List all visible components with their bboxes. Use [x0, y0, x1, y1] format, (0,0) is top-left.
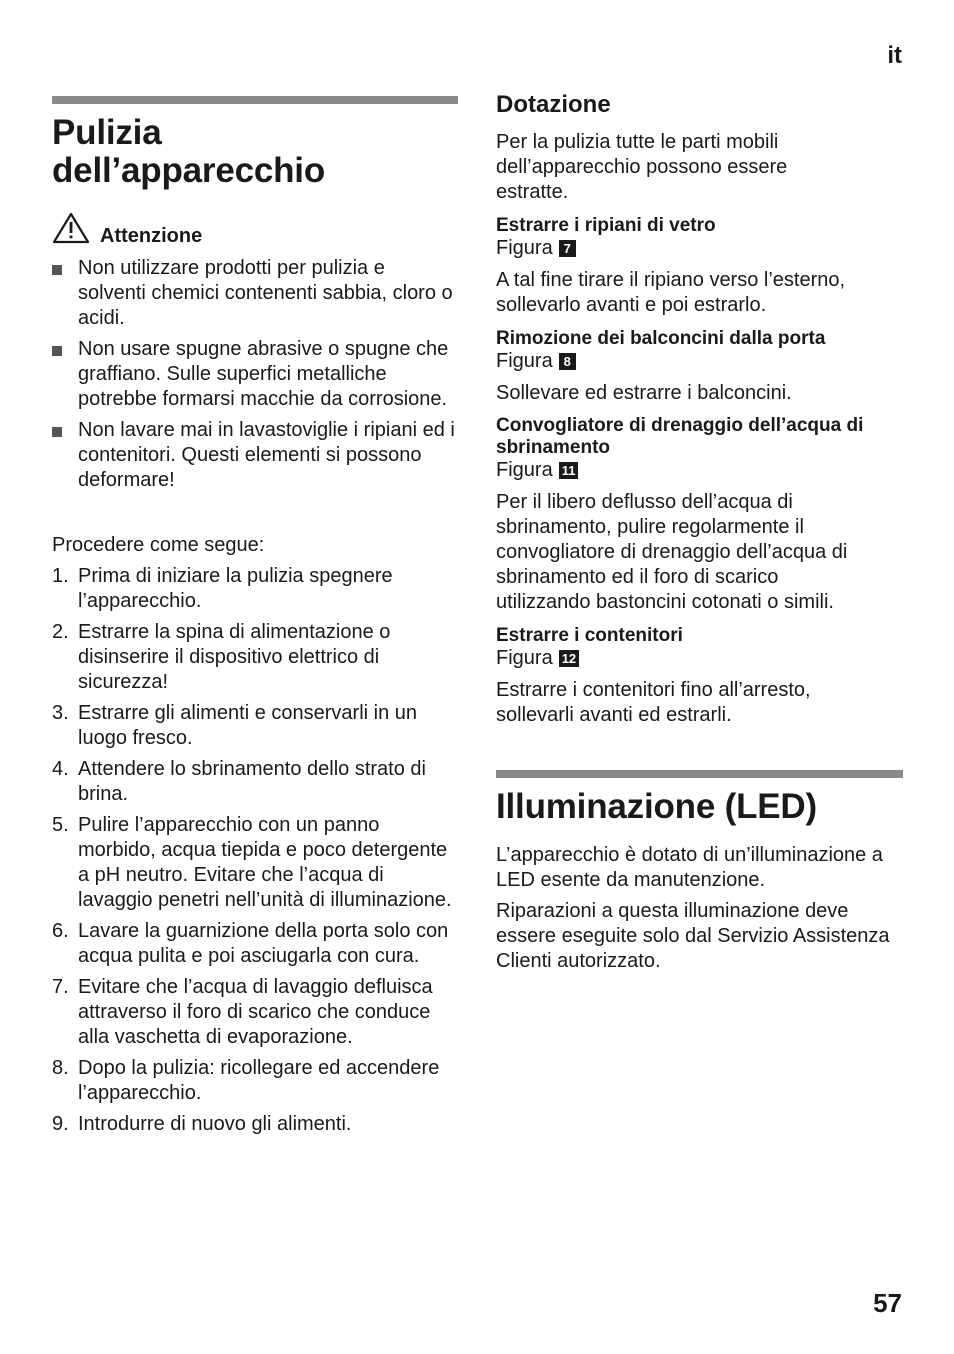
- warning-item: Non utilizzare prodotti per pulizia e solventi chemici contenenti sabbia, cloro o acidi.: [52, 256, 458, 331]
- section-rule: [52, 96, 458, 104]
- section-drain-channel: [496, 415, 904, 615]
- figure-reference: Figura 11: [496, 459, 904, 481]
- step-item: 9. Introdurre di nuovo gli alimenti.: [52, 1113, 352, 1135]
- figure-reference: Figura 7: [496, 237, 904, 259]
- section-glass-shelves: [496, 215, 904, 318]
- step-item: 6. Lavare la guarnizione della porta solo con acqua pulita e poi asciugarla con cura.: [52, 920, 449, 967]
- bullet-square-icon: [52, 427, 62, 437]
- step-item: 2. Estrarre la spina di alimentazione o disinserire il dispositivo elettrico di sicurezza!: [52, 621, 391, 693]
- step-item: 5. Pulire l’apparecchio con un panno morbido, acqua tiepida e poco detergente a pH neutro. Evitare che l’acqua di lavaggio penetri nell’unità di illuminazione.: [52, 814, 452, 911]
- attention-label: Attenzione: [100, 224, 203, 247]
- step-item: 8. Dopo la pulizia: ricollegare ed accendere l’apparecchio.: [52, 1057, 440, 1104]
- procedure-steps: [52, 564, 458, 1143]
- step-item: 1. Prima di iniziare la pulizia spegnere l’apparecchio.: [52, 565, 393, 612]
- warning-triangle-icon: [52, 212, 90, 244]
- language-code: it: [887, 42, 902, 69]
- figure-number-badge: 7: [559, 240, 576, 257]
- section-title: Estrarre i ripiani di vetro: [496, 215, 716, 236]
- section-text: Per il libero deflusso dell’acqua di sbrinamento, pulire regolarmente il convogliatore di drenaggio dell’acqua di sbrinamento ed il foro di scarico utilizzando bastoncini cotonati o simili.: [496, 491, 848, 613]
- bullet-square-icon: [52, 265, 62, 275]
- warning-item: Non lavare mai in lavastoviglie i ripiani ed i contenitori. Questi elementi si possono deformare!: [52, 418, 458, 493]
- section-text: Estrarre i contenitori fino all’arresto, sollevarli avanti ed estrarli.: [496, 679, 811, 726]
- section-door-racks: [496, 328, 904, 406]
- warning-item: Non usare spugne abrasive o spugne che graffiano. Sulle superfici metalliche potrebbe formarsi macchie da corrosione.: [52, 337, 458, 412]
- figure-reference: Figura 12: [496, 647, 904, 669]
- step-item: 3. Estrarre gli alimenti e conservarli in un luogo fresco.: [52, 702, 418, 749]
- section-title: Rimozione dei balconcini dalla porta: [496, 328, 826, 349]
- step-item: 7. Evitare che l’acqua di lavaggio defluisca attraverso il foro di scarico che conduce alla vaschetta di evaporazione.: [52, 976, 433, 1048]
- section-text: Sollevare ed estrarre i balconcini.: [496, 382, 792, 404]
- dotazione-heading: Dotazione: [496, 91, 611, 118]
- section-containers: [496, 625, 904, 728]
- warning-list: [52, 256, 458, 499]
- figure-number-badge: 11: [559, 462, 579, 479]
- dotazione-intro: Per la pulizia tutte le parti mobili dell’apparecchio possono essere estratte.: [496, 131, 788, 203]
- page-number: 57: [873, 1288, 902, 1318]
- section-title: Convogliatore di drenaggio dell’acqua di sbrinamento: [496, 415, 864, 458]
- figure-number-badge: 8: [559, 353, 576, 370]
- section-rule: [496, 770, 903, 778]
- attention-block: [52, 212, 203, 247]
- section-title: Estrarre i contenitori: [496, 625, 683, 646]
- bullet-square-icon: [52, 346, 62, 356]
- led-paragraph: Riparazioni a questa illuminazione deve essere eseguite solo dal Servizio Assistenza Clienti autorizzato.: [496, 900, 890, 972]
- figure-reference: Figura 8: [496, 350, 904, 372]
- step-item: 4. Attendere lo sbrinamento dello strato di brina.: [52, 758, 426, 805]
- figure-number-badge: 12: [559, 650, 579, 667]
- procedure-intro: Procedere come segue:: [52, 534, 265, 556]
- section-title-led: Illuminazione (LED): [496, 787, 817, 826]
- section-title-cleaning: Pulizia dell’apparecchio: [52, 113, 326, 190]
- led-paragraph: L’apparecchio è dotato di un’illuminazione a LED esente da manutenzione.: [496, 844, 883, 891]
- section-text: A tal fine tirare il ripiano verso l’esterno, sollevarlo avanti e poi estrarlo.: [496, 269, 846, 316]
